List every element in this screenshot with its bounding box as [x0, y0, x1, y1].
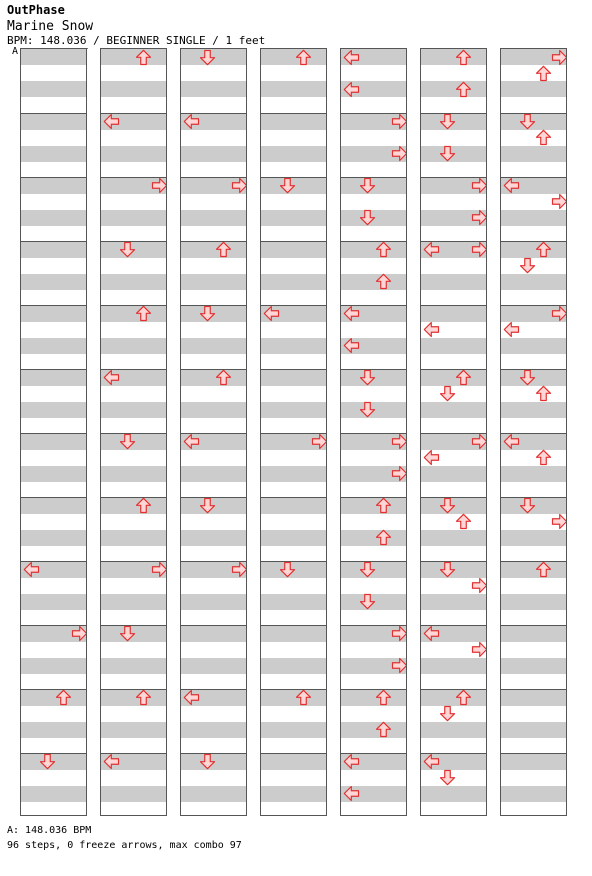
- arrow-up-icon: [535, 385, 552, 402]
- arrow-right-icon: [311, 433, 327, 450]
- gray-band: [261, 754, 326, 770]
- app-title: OutPhase: [7, 3, 65, 17]
- arrow-right-icon: [391, 113, 407, 130]
- gray-band: [21, 402, 86, 418]
- arrow-left-icon: [503, 321, 520, 338]
- gray-band: [501, 338, 566, 354]
- arrow-left-icon: [263, 305, 280, 322]
- arrow-left-icon: [343, 785, 360, 802]
- arrow-right-icon: [471, 209, 487, 226]
- beat-row: [21, 241, 86, 305]
- arrow-up-icon: [535, 65, 552, 82]
- gray-band: [501, 146, 566, 162]
- beat-row: [501, 561, 566, 625]
- beat-row: [501, 753, 566, 816]
- gray-band: [261, 530, 326, 546]
- gray-band: [181, 402, 246, 418]
- arrow-up-icon: [375, 721, 392, 738]
- arrow-right-icon: [391, 465, 407, 482]
- gray-band: [341, 690, 406, 706]
- arrow-down-icon: [439, 145, 456, 162]
- gray-band: [421, 594, 486, 610]
- gray-band: [261, 594, 326, 610]
- gray-band: [181, 81, 246, 97]
- gray-band: [421, 690, 486, 706]
- gray-band: [101, 81, 166, 97]
- arrow-down-icon: [199, 497, 216, 514]
- arrow-down-icon: [519, 257, 536, 274]
- beat-row: [21, 433, 86, 497]
- gray-band: [261, 338, 326, 354]
- arrow-left-icon: [343, 305, 360, 322]
- arrow-up-icon: [135, 689, 152, 706]
- gray-band: [21, 786, 86, 802]
- arrow-down-icon: [519, 497, 536, 514]
- arrow-right-icon: [391, 145, 407, 162]
- arrow-down-icon: [119, 625, 136, 642]
- beat-row: [21, 305, 86, 369]
- arrow-up-icon: [215, 369, 232, 386]
- arrow-up-icon: [535, 561, 552, 578]
- gray-band: [181, 338, 246, 354]
- arrow-up-icon: [55, 689, 72, 706]
- arrow-down-icon: [439, 769, 456, 786]
- arrow-up-icon: [375, 241, 392, 258]
- gray-band: [501, 530, 566, 546]
- beat-row: [261, 49, 326, 113]
- arrow-up-icon: [455, 689, 472, 706]
- arrow-right-icon: [551, 193, 567, 210]
- gray-band: [501, 786, 566, 802]
- beat-row: [21, 49, 86, 113]
- gray-band: [421, 81, 486, 97]
- arrow-down-icon: [359, 209, 376, 226]
- gray-band: [181, 626, 246, 642]
- gray-band: [261, 242, 326, 258]
- gray-band: [101, 306, 166, 322]
- beat-row: [421, 49, 486, 113]
- gray-band: [501, 594, 566, 610]
- beat-row: [21, 369, 86, 433]
- gray-band: [261, 146, 326, 162]
- gray-band: [261, 370, 326, 386]
- gray-band: [181, 658, 246, 674]
- arrow-down-icon: [279, 561, 296, 578]
- gray-band: [21, 466, 86, 482]
- beat-row: [261, 625, 326, 689]
- gray-band: [101, 338, 166, 354]
- arrow-up-icon: [135, 497, 152, 514]
- arrow-left-icon: [103, 113, 120, 130]
- arrow-up-icon: [135, 49, 152, 66]
- arrow-up-icon: [375, 273, 392, 290]
- gray-band: [261, 466, 326, 482]
- beat-row: [181, 241, 246, 305]
- arrow-down-icon: [439, 385, 456, 402]
- gray-band: [181, 594, 246, 610]
- arrow-down-icon: [439, 113, 456, 130]
- gray-band: [501, 466, 566, 482]
- gray-band: [21, 242, 86, 258]
- chart-column: [100, 48, 167, 816]
- gray-band: [261, 658, 326, 674]
- arrow-up-icon: [535, 449, 552, 466]
- arrow-left-icon: [103, 753, 120, 770]
- beat-row: [261, 113, 326, 177]
- arrow-up-icon: [375, 529, 392, 546]
- gray-band: [21, 338, 86, 354]
- gray-band: [181, 274, 246, 290]
- arrow-right-icon: [471, 577, 487, 594]
- arrow-right-icon: [71, 625, 87, 642]
- arrow-right-icon: [391, 433, 407, 450]
- gray-band: [421, 49, 486, 65]
- beat-row: [101, 49, 166, 113]
- beat-row: [261, 497, 326, 561]
- gray-band: [101, 722, 166, 738]
- gray-band: [101, 690, 166, 706]
- arrow-left-icon: [423, 449, 440, 466]
- arrow-left-icon: [183, 689, 200, 706]
- arrow-right-icon: [231, 561, 247, 578]
- gray-band: [181, 722, 246, 738]
- beat-row: [341, 497, 406, 561]
- arrow-left-icon: [343, 337, 360, 354]
- gray-band: [261, 114, 326, 130]
- gray-band: [101, 402, 166, 418]
- beat-row: [21, 113, 86, 177]
- arrow-right-icon: [391, 657, 407, 674]
- arrow-up-icon: [375, 497, 392, 514]
- arrow-right-icon: [551, 305, 567, 322]
- gray-band: [21, 434, 86, 450]
- beat-row: [101, 305, 166, 369]
- gray-band: [101, 498, 166, 514]
- chart-column: [420, 48, 487, 816]
- chart-column: [180, 48, 247, 816]
- gray-band: [261, 786, 326, 802]
- arrow-down-icon: [519, 113, 536, 130]
- gray-band: [261, 690, 326, 706]
- arrow-up-icon: [215, 241, 232, 258]
- arrow-up-icon: [135, 305, 152, 322]
- gray-band: [101, 49, 166, 65]
- arrow-up-icon: [295, 49, 312, 66]
- gray-band: [261, 402, 326, 418]
- gray-band: [341, 722, 406, 738]
- beat-row: [261, 689, 326, 753]
- arrow-left-icon: [503, 177, 520, 194]
- arrow-left-icon: [343, 753, 360, 770]
- beat-row: [21, 689, 86, 753]
- gray-band: [421, 338, 486, 354]
- arrow-left-icon: [23, 561, 40, 578]
- gray-band: [421, 402, 486, 418]
- gray-band: [341, 498, 406, 514]
- gray-band: [421, 658, 486, 674]
- gray-band: [181, 210, 246, 226]
- gray-band: [181, 466, 246, 482]
- arrow-right-icon: [471, 433, 487, 450]
- arrow-left-icon: [423, 241, 440, 258]
- gray-band: [421, 530, 486, 546]
- gray-band: [21, 594, 86, 610]
- gray-band: [21, 210, 86, 226]
- beat-row: [261, 753, 326, 816]
- arrow-left-icon: [423, 625, 440, 642]
- arrow-down-icon: [199, 753, 216, 770]
- arrow-left-icon: [503, 433, 520, 450]
- arrow-up-icon: [455, 369, 472, 386]
- footer-bpm: A: 148.036 BPM: [7, 825, 92, 836]
- arrow-left-icon: [103, 369, 120, 386]
- arrow-up-icon: [375, 689, 392, 706]
- gray-band: [261, 498, 326, 514]
- gray-band: [181, 146, 246, 162]
- beat-row: [501, 689, 566, 753]
- gray-band: [101, 210, 166, 226]
- arrow-left-icon: [423, 321, 440, 338]
- arrow-down-icon: [359, 369, 376, 386]
- gray-band: [261, 274, 326, 290]
- beat-row: [501, 625, 566, 689]
- arrow-right-icon: [551, 49, 567, 66]
- arrow-right-icon: [391, 625, 407, 642]
- gray-band: [501, 210, 566, 226]
- arrow-right-icon: [471, 177, 487, 194]
- gray-band: [181, 530, 246, 546]
- arrow-right-icon: [551, 513, 567, 530]
- gray-band: [101, 274, 166, 290]
- arrow-right-icon: [471, 641, 487, 658]
- arrow-right-icon: [151, 561, 167, 578]
- gray-band: [501, 81, 566, 97]
- gray-band: [421, 274, 486, 290]
- gray-band: [421, 786, 486, 802]
- gray-band: [261, 49, 326, 65]
- arrow-left-icon: [183, 433, 200, 450]
- song-title: Marine Snow: [7, 19, 94, 34]
- footer-stats: 96 steps, 0 freeze arrows, max combo 97: [7, 840, 242, 851]
- gray-band: [101, 594, 166, 610]
- arrow-up-icon: [535, 129, 552, 146]
- gray-band: [21, 690, 86, 706]
- gray-band: [21, 146, 86, 162]
- gray-band: [21, 178, 86, 194]
- gray-band: [181, 242, 246, 258]
- gray-band: [421, 722, 486, 738]
- gray-band: [261, 210, 326, 226]
- gray-band: [21, 49, 86, 65]
- gray-band: [101, 786, 166, 802]
- arrow-down-icon: [519, 369, 536, 386]
- arrow-down-icon: [439, 561, 456, 578]
- gray-band: [21, 274, 86, 290]
- gray-band: [501, 626, 566, 642]
- beat-row: [341, 241, 406, 305]
- arrow-up-icon: [455, 513, 472, 530]
- gray-band: [421, 306, 486, 322]
- gray-band: [21, 530, 86, 546]
- arrow-down-icon: [359, 177, 376, 194]
- song-info: BPM: 148.036 / BEGINNER SINGLE / 1 feet: [7, 34, 266, 47]
- arrow-right-icon: [471, 241, 487, 258]
- arrow-left-icon: [343, 81, 360, 98]
- gray-band: [341, 242, 406, 258]
- beat-row: [261, 241, 326, 305]
- gray-band: [421, 370, 486, 386]
- gray-band: [341, 274, 406, 290]
- beat-row: [181, 369, 246, 433]
- gray-band: [181, 786, 246, 802]
- arrow-right-icon: [151, 177, 167, 194]
- gray-band: [101, 466, 166, 482]
- arrow-left-icon: [423, 753, 440, 770]
- arrow-down-icon: [199, 49, 216, 66]
- arrow-up-icon: [455, 81, 472, 98]
- gray-band: [21, 722, 86, 738]
- gray-band: [501, 274, 566, 290]
- arrow-up-icon: [295, 689, 312, 706]
- gray-band: [21, 498, 86, 514]
- gray-band: [101, 146, 166, 162]
- arrow-down-icon: [439, 705, 456, 722]
- arrow-down-icon: [39, 753, 56, 770]
- beat-row: [341, 689, 406, 753]
- beat-row: [181, 625, 246, 689]
- gray-band: [261, 81, 326, 97]
- gray-band: [501, 658, 566, 674]
- gray-band: [501, 242, 566, 258]
- arrow-down-icon: [199, 305, 216, 322]
- arrow-down-icon: [439, 497, 456, 514]
- gray-band: [501, 722, 566, 738]
- gray-band: [501, 690, 566, 706]
- arrow-down-icon: [119, 433, 136, 450]
- beat-row: [101, 689, 166, 753]
- arrow-left-icon: [343, 49, 360, 66]
- chart-column: [500, 48, 567, 816]
- arrow-up-icon: [535, 241, 552, 258]
- gray-band: [341, 530, 406, 546]
- gray-band: [21, 114, 86, 130]
- arrow-down-icon: [279, 177, 296, 194]
- chart-column: [20, 48, 87, 816]
- gray-band: [21, 306, 86, 322]
- chart-column: [340, 48, 407, 816]
- gray-band: [421, 466, 486, 482]
- gray-band: [501, 562, 566, 578]
- gray-band: [181, 370, 246, 386]
- arrow-down-icon: [359, 401, 376, 418]
- beat-row: [21, 177, 86, 241]
- gray-band: [101, 658, 166, 674]
- gray-band: [261, 626, 326, 642]
- gray-band: [261, 722, 326, 738]
- arrow-up-icon: [455, 49, 472, 66]
- gray-band: [501, 402, 566, 418]
- beat-row: [261, 369, 326, 433]
- arrow-down-icon: [359, 593, 376, 610]
- beat-row: [101, 497, 166, 561]
- gray-band: [101, 530, 166, 546]
- gray-band: [501, 754, 566, 770]
- chart-column: [260, 48, 327, 816]
- arrow-down-icon: [359, 561, 376, 578]
- gray-band: [21, 658, 86, 674]
- arrow-right-icon: [231, 177, 247, 194]
- bpm-marker: A: [12, 46, 19, 57]
- arrow-left-icon: [183, 113, 200, 130]
- arrow-down-icon: [119, 241, 136, 258]
- gray-band: [21, 370, 86, 386]
- beat-row: [21, 497, 86, 561]
- gray-band: [21, 81, 86, 97]
